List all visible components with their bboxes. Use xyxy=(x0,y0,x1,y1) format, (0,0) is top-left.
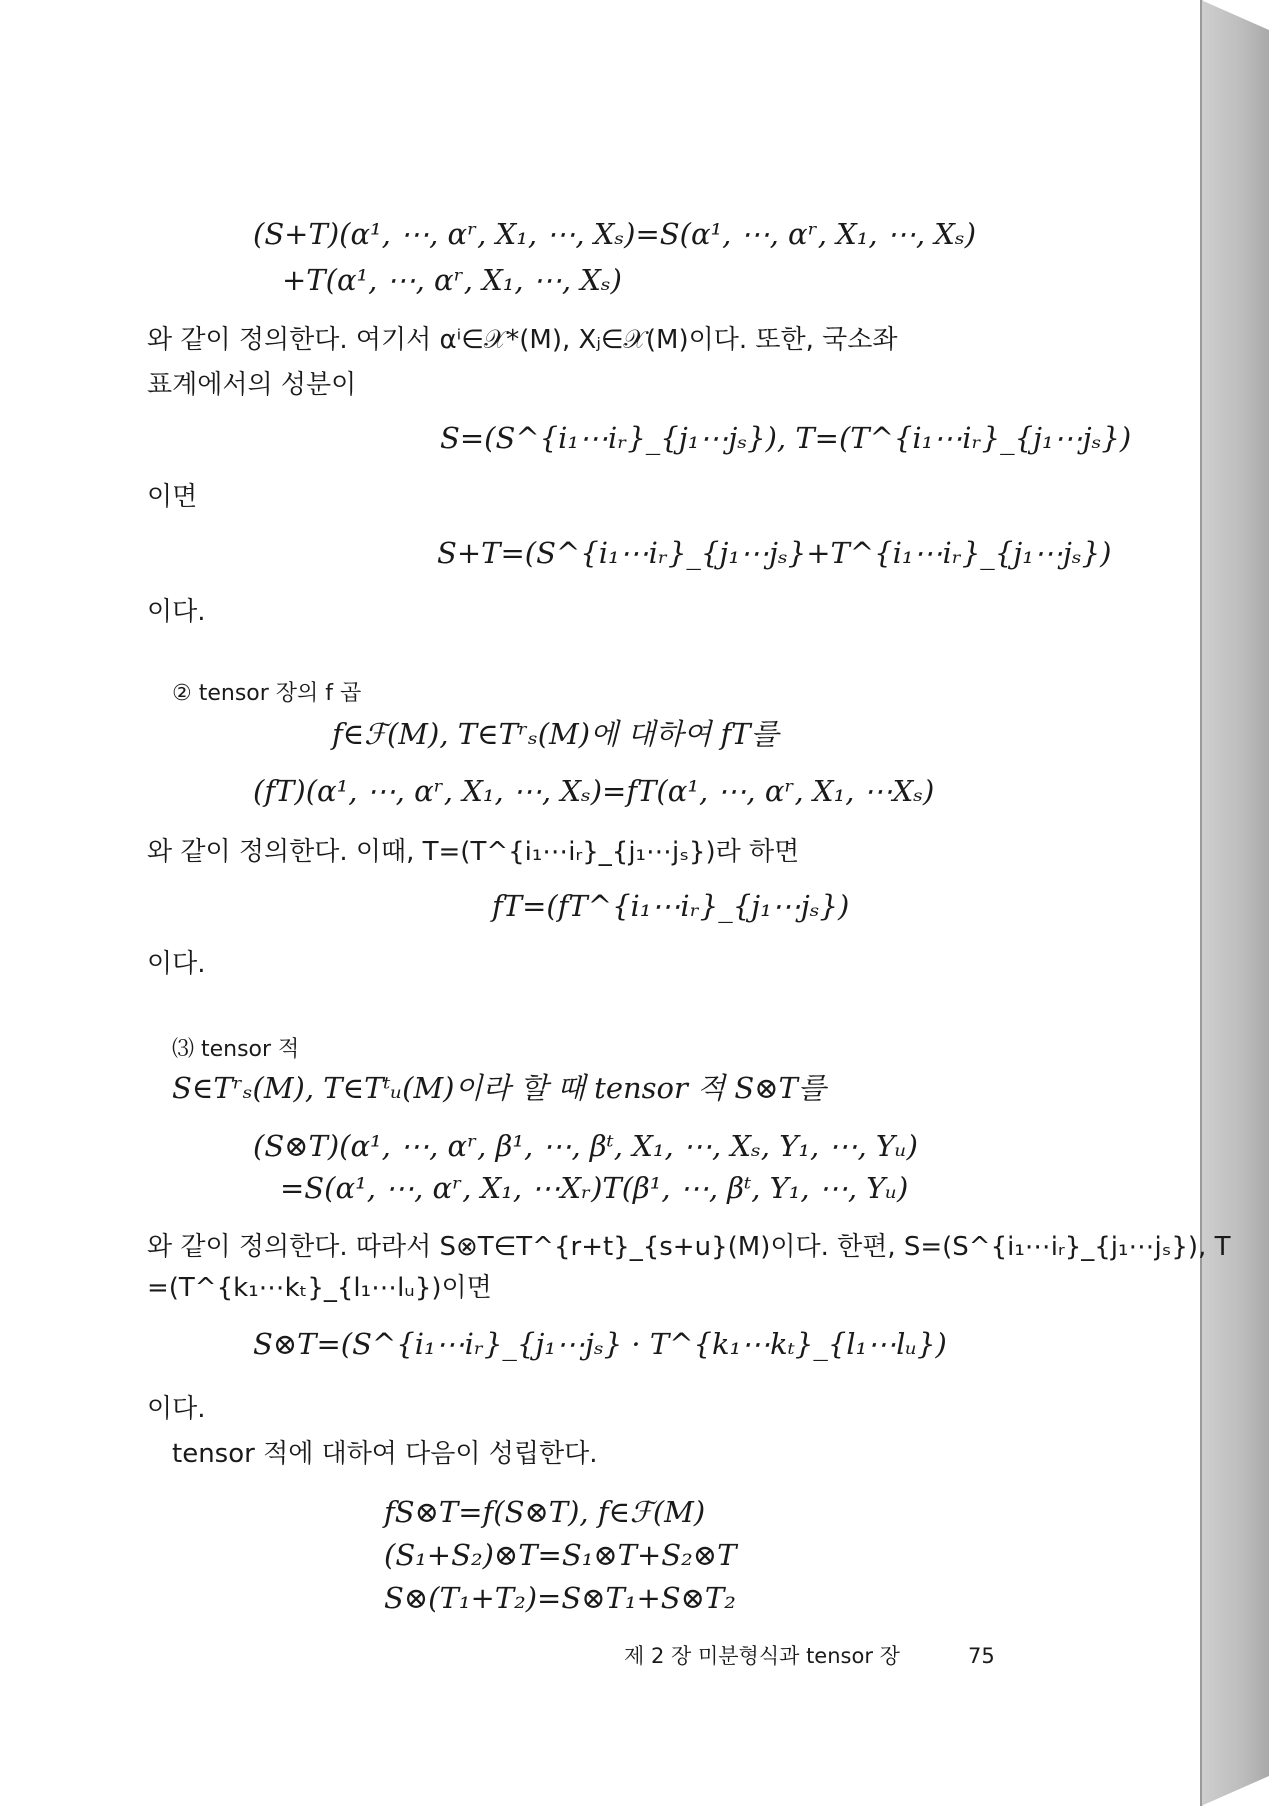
text-holds: tensor 적에 대하여 다음이 성립한다. xyxy=(172,1439,598,1469)
eq-ft: (fT)(α¹, ⋯, αʳ, X₁, ⋯, Xₛ)=fT(α¹, ⋯, αʳ, X₁, ⋯Xₛ) xyxy=(253,774,935,808)
eq-prop-2: (S₁+S₂)⊗T=S₁⊗T+S₂⊗T xyxy=(384,1538,737,1572)
eq-sum-2: +T(α¹, ⋯, αʳ, X₁, ⋯, Xₛ) xyxy=(282,263,622,297)
heading-2: ② tensor 장의 f 곱 xyxy=(172,681,362,706)
eq-sum-components: S+T=(S^{i₁⋯iᵣ}_{j₁⋯jₛ}+T^{i₁⋯iᵣ}_{j₁⋯jₛ}) xyxy=(437,536,1112,570)
eq-tensor-components: S⊗T=(S^{i₁⋯iᵣ}_{j₁⋯jₛ} · T^{k₁⋯kₜ}_{l₁⋯lᵤ}) xyxy=(253,1327,947,1361)
text-for-f: f∈ℱ(M), T∈Tʳₛ(M)에 대하여 fT를 xyxy=(332,717,779,751)
text-define-1: 와 같이 정의한다. 여기서 αⁱ∈𝒳*(M), Xⱼ∈𝒳(M)이다. 또한, 국소좌 xyxy=(147,325,898,355)
text-is-1: 이다. xyxy=(147,597,206,627)
text-define-5: =(T^{k₁⋯kₜ}_{l₁⋯lᵤ})이면 xyxy=(147,1273,492,1303)
eq-ft-components: fT=(fT^{i₁⋯iᵣ}_{j₁⋯jₛ}) xyxy=(492,889,850,923)
text-if: 이면 xyxy=(147,482,198,512)
heading-3: ⑶ tensor 적 xyxy=(172,1037,300,1062)
footer-chapter: 제 2 장 미분형식과 tensor 장 xyxy=(624,1644,900,1668)
eq-prop-3: S⊗(T₁+T₂)=S⊗T₁+S⊗T₂ xyxy=(384,1581,736,1615)
text-is-2: 이다. xyxy=(147,949,206,979)
eq-components: S=(S^{i₁⋯iᵣ}_{j₁⋯jₛ}), T=(T^{i₁⋯iᵣ}_{j₁⋯jₛ}) xyxy=(440,421,1132,455)
eq-sum-1: (S+T)(α¹, ⋯, αʳ, X₁, ⋯, Xₛ)=S(α¹, ⋯, αʳ, X₁, ⋯, Xₛ) xyxy=(253,217,977,251)
text-define-4: 와 같이 정의한다. 따라서 S⊗T∈T^{r+t}_{s+u}(M)이다. 한편, S=(S^{i₁⋯iᵣ}_{j₁⋯jₛ}), T xyxy=(147,1232,1231,1262)
eq-tensor-1: (S⊗T)(α¹, ⋯, αʳ, β¹, ⋯, βᵗ, X₁, ⋯, Xₛ, Y₁, ⋯, Yᵤ) xyxy=(253,1129,918,1163)
eq-tensor-2: =S(α¹, ⋯, αʳ, X₁, ⋯Xᵣ)T(β¹, ⋯, βᵗ, Y₁, ⋯, Yᵤ) xyxy=(280,1171,909,1205)
page-edge-spine xyxy=(1201,0,1269,1806)
eq-prop-1: fS⊗T=f(S⊗T), f∈ℱ(M) xyxy=(384,1495,706,1529)
text-tensor-def: S∈Tʳₛ(M), T∈Tᵗᵤ(M)이라 할 때 tensor 적 S⊗T를 xyxy=(172,1071,826,1105)
footer-page-number: 75 xyxy=(968,1644,995,1668)
text-is-3: 이다. xyxy=(147,1394,206,1424)
text-define-2: 표계에서의 성분이 xyxy=(147,370,357,400)
text-define-3: 와 같이 정의한다. 이때, T=(T^{i₁⋯iᵣ}_{j₁⋯jₛ})라 하면 xyxy=(147,837,800,867)
page-edge-line xyxy=(1200,0,1202,1806)
